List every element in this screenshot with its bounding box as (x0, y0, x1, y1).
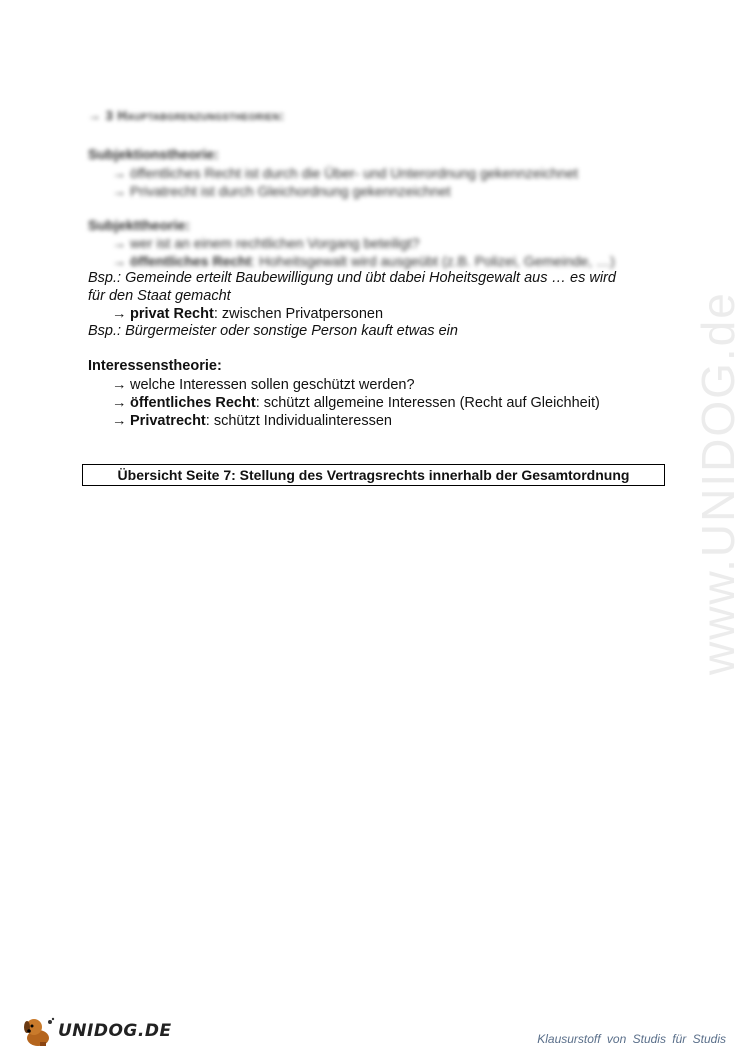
example-text: Bsp.: Bürgermeister oder sonstige Person kauft etwas ein (88, 323, 458, 339)
dog-icon (20, 1014, 56, 1048)
example-text: Bsp.: Gemeinde erteilt Baubewilligung und übt dabei Hoheitsgewalt aus … es wird (88, 270, 616, 286)
privat-recht-item: → privat Recht: zwischen Privatpersonen (112, 306, 384, 322)
interessen-item: → welche Interessen sollen geschützt werden? (112, 377, 415, 393)
watermark-text: www.UNIDOG.de (692, 291, 744, 675)
section-heading: → 3 Hauptabgrenzungstheorien: (88, 108, 285, 123)
footer-tagline: Klausurstoff von Studis für Studis (537, 1032, 726, 1046)
arrow-icon: → (112, 377, 127, 393)
example-text: für den Staat gemacht (88, 288, 231, 304)
arrow-icon: → (112, 165, 126, 181)
arrow-icon: → (112, 395, 127, 411)
subjekt-item: → wer ist an einem rechtlichen Vorgang beteiligt? (112, 235, 420, 251)
subjektion-item: → öffentliches Recht ist durch die Über- und Unterordnung gekennzeichnet (112, 165, 579, 181)
subjekt-item: → öffentliches Recht: Hoheitsgewalt wird ausgeübt (z.B. Polizei, Gemeinde, …) (112, 253, 615, 269)
arrow-icon: → (112, 306, 127, 322)
arrow-icon: → (112, 413, 127, 429)
subjektion-title: Subjektionstheorie: (88, 146, 219, 162)
subjektion-item: → Privatrecht ist durch Gleichordnung gekennzeichnet (112, 183, 451, 199)
unidog-logo (20, 1014, 172, 1048)
overview-box: Übersicht Seite 7: Stellung des Vertragsrechts innerhalb der Gesamtordnung (82, 464, 665, 486)
arrow-icon: → (112, 253, 126, 269)
arrow-icon: → (112, 235, 126, 251)
subjekt-title: Subjekttheorie: (88, 217, 190, 233)
interessen-item: → öffentliches Recht: schützt allgemeine Interessen (Recht auf Gleichheit) (112, 395, 600, 411)
interessen-title: Interessenstheorie: (88, 358, 222, 374)
logo-text: UNIDOG.DE (58, 1021, 172, 1041)
arrow-icon: → (112, 183, 126, 199)
interessen-item: → Privatrecht: schützt Individualinteressen (112, 413, 392, 429)
